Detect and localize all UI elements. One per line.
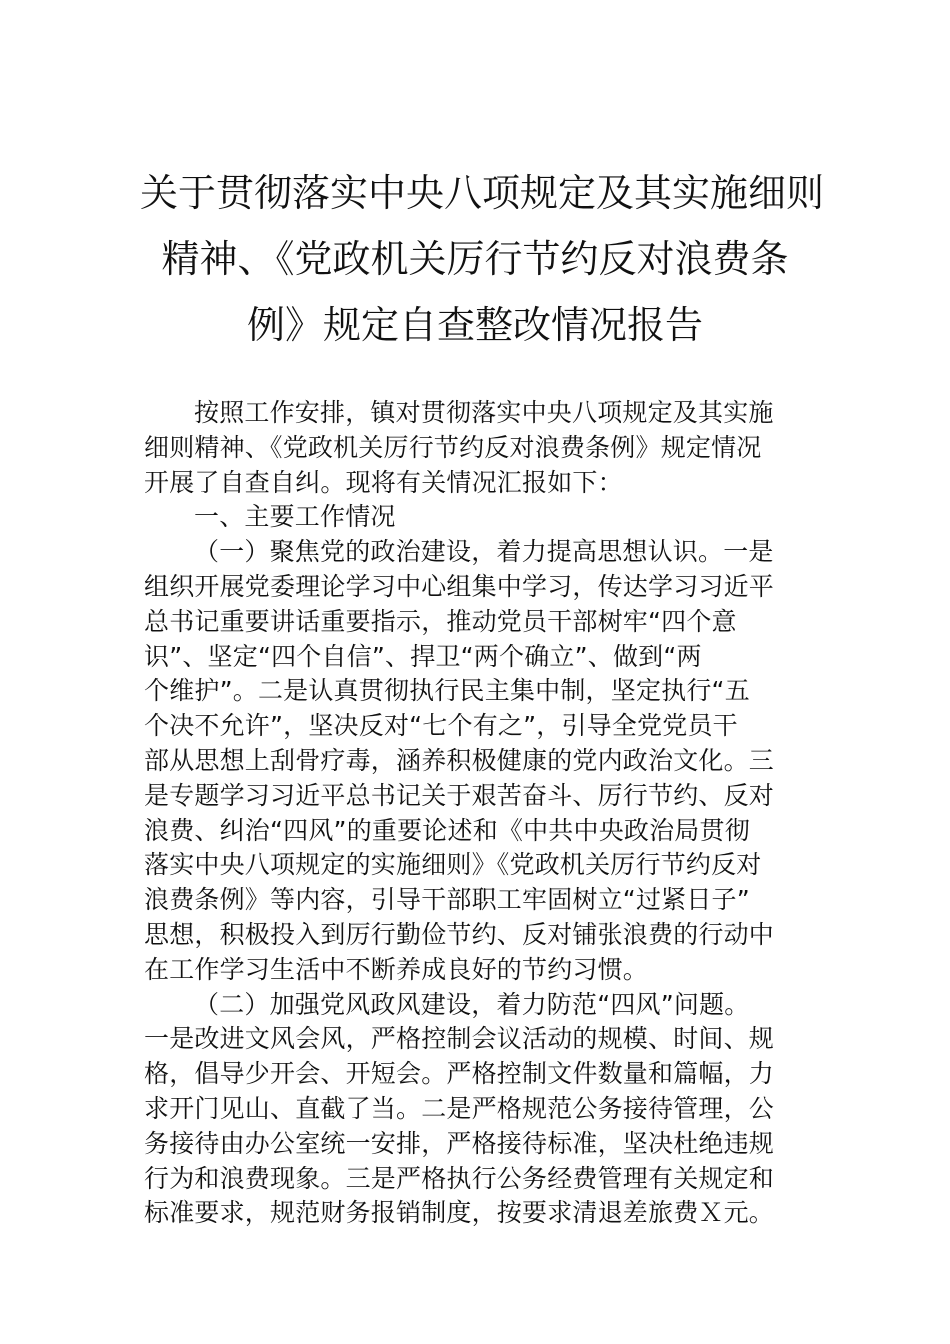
text-line: 落实中央八项规定的实施细则》《党政机关厉行节约反对 (144, 850, 762, 880)
text-line: 个决不允许”，坚决反对“七个有之”，引导全党党员干 (144, 711, 738, 741)
text-line: 格，倡导少开会、开短会。严格控制文件数量和篇幅，力 (144, 1059, 775, 1089)
text-line: （二）加强党风政风建设，着力防范“四风”问题。 (194, 989, 750, 1019)
text-line: 务接待由办公室统一安排，严格接待标准，坚决杜绝违规 (144, 1128, 775, 1158)
section-heading (144, 500, 814, 535)
paragraph-two (144, 988, 814, 1232)
title-line: 关于贯彻落实中央八项规定及其实施细则 (140, 171, 825, 215)
document-title (140, 160, 825, 358)
text-line: 细则精神、《党政机关厉行节约反对浪费条例》规定情况 (144, 432, 762, 462)
text-line: 按照工作安排，镇对贯彻落实中央八项规定及其实施 (194, 398, 774, 427)
text-line: 浪费、纠治“四风”的重要论述和《中共中央政治局贯彻 (144, 815, 750, 845)
document-body (144, 396, 814, 1231)
intro-paragraph (144, 396, 814, 500)
text-line: 思想，积极投入到厉行勤俭节约、反对铺张浪费的行动中 (144, 919, 775, 949)
text-line: 求开门见山、直截了当。二是严格规范公务接待管理，公 (144, 1093, 775, 1123)
text-line: 部从思想上刮骨疗毒，涵养积极健康的党内政治文化。三 (144, 745, 775, 775)
text-line: （一）聚焦党的政治建设，着力提高思想认识。一是 (194, 537, 774, 567)
text-line: 在工作学习生活中不断养成良好的节约习惯。 (144, 954, 649, 984)
text-line: 开展了自查自纠。现将有关情况汇报如下： (144, 467, 623, 497)
text-line: 总书记重要讲话重要指示，推动党员干部树牢“四个意 (144, 606, 737, 636)
text-line: 浪费条例》等内容，引导干部职工牢固树立“过紧日子” (144, 885, 750, 915)
title-line: 例》规定自查整改情况报告 (246, 303, 703, 347)
paragraph-one (144, 535, 814, 987)
section-one-heading: 一、主要工作情况 (194, 502, 396, 532)
text-line: 识”、坚定“四个自信”、捍卫“两个确立”、做到“两 (144, 641, 702, 671)
text-line: 组织开展党委理论学习中心组集中学习，传达学习习近平 (144, 571, 775, 601)
text-line: 行为和浪费现象。三是严格执行公务经费管理有关规定和 (144, 1163, 775, 1193)
title-line: 精神、《党政机关厉行节约反对浪费条 (161, 237, 789, 281)
text-line: 标准要求，规范财务报销制度，按要求清退差旅费Ｘ元。 (144, 1198, 775, 1228)
text-line: 个维护”。二是认真贯彻执行民主集中制，坚定执行“五 (144, 676, 750, 706)
text-line: 一是改进文风会风，严格控制会议活动的规模、时间、规 (144, 1024, 775, 1054)
text-line: 是专题学习习近平总书记关于艰苦奋斗、厉行节约、反对 (144, 780, 775, 810)
